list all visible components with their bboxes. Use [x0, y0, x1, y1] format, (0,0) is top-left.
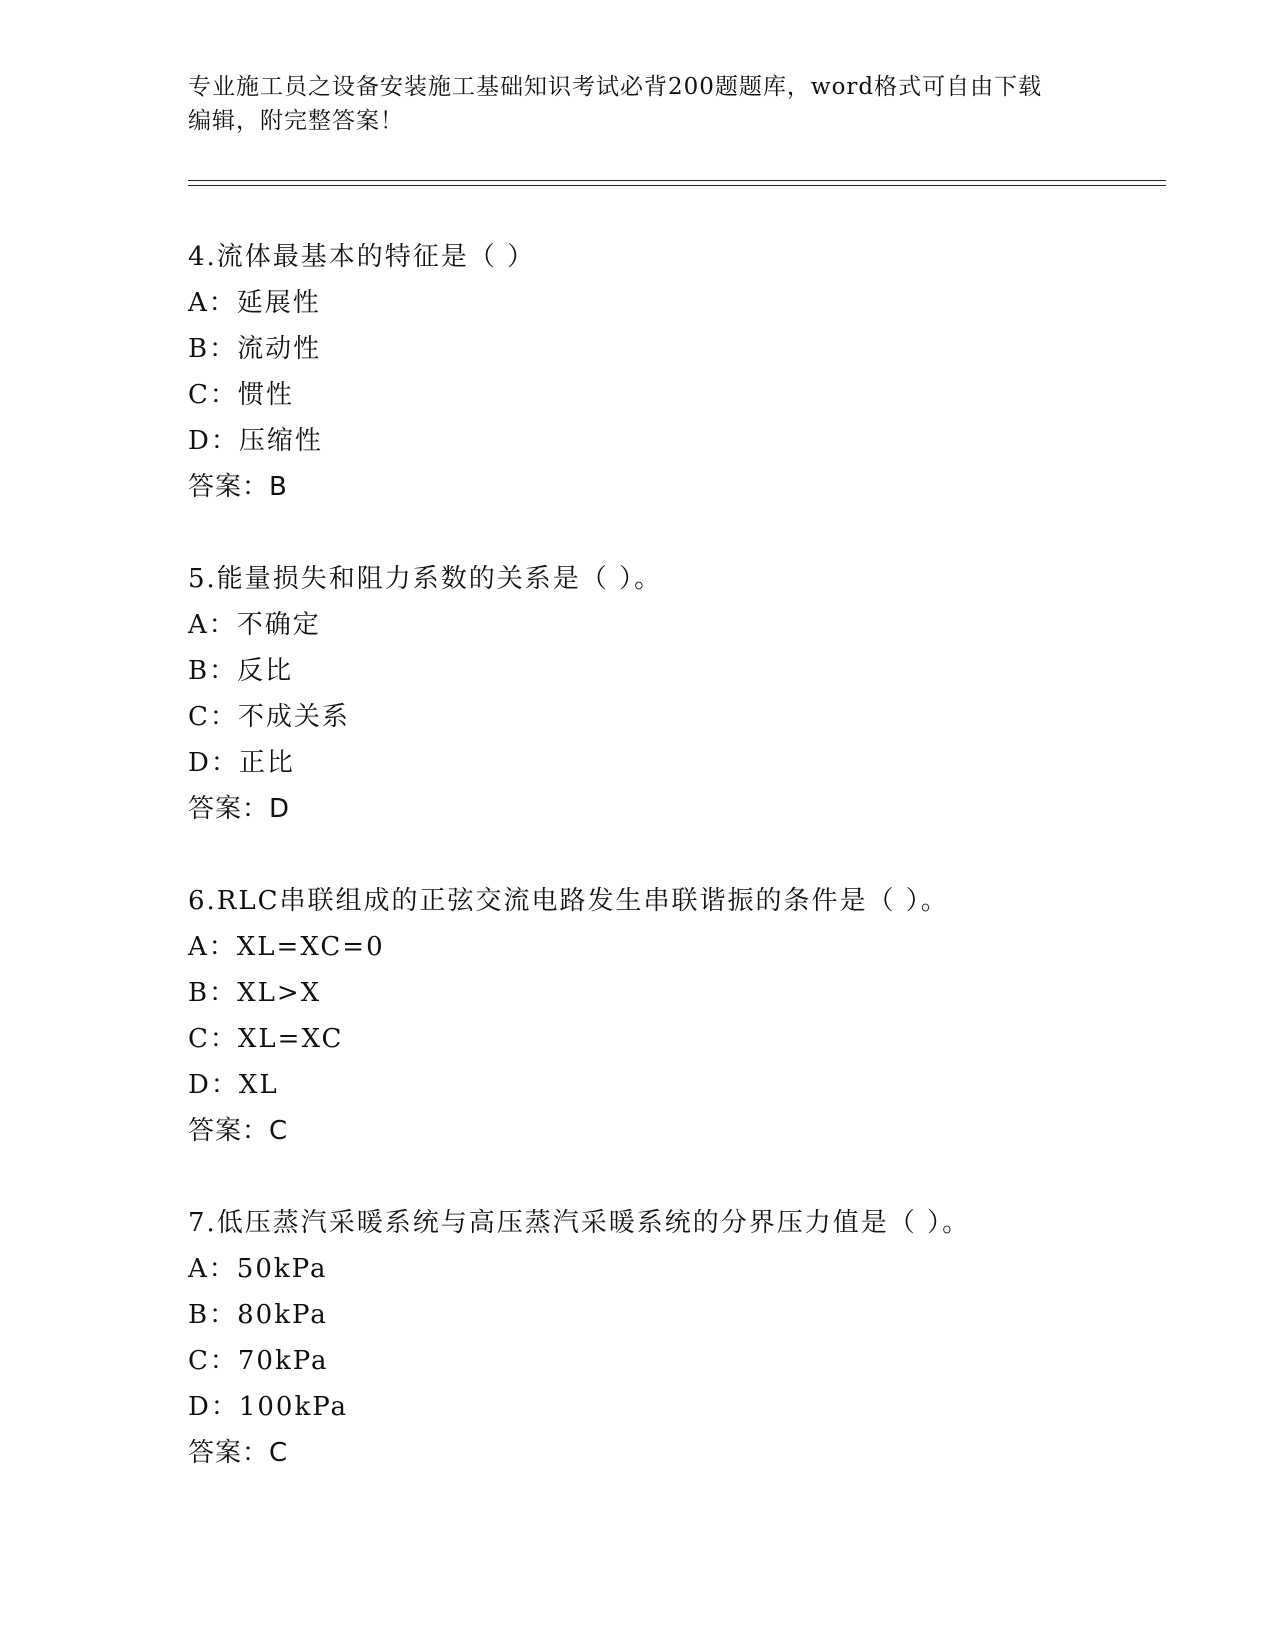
option-d: D：正比: [188, 748, 295, 778]
question-stem: 4.流体最基本的特征是（ ）: [188, 242, 536, 272]
option-d: D：压缩性: [188, 426, 323, 456]
header-divider-bottom: [188, 185, 1166, 186]
question-7: [188, 1200, 1188, 1476]
option-b: B：反比: [188, 656, 294, 686]
answer: 答案：C: [188, 1116, 289, 1146]
option-a: A：XL=XC=0: [188, 932, 385, 962]
question-4: [188, 234, 1188, 510]
header-line-1: 专业施工员之设备安装施工基础知识考试必背200题题库，word格式可自由下载: [188, 74, 1043, 100]
question-5: [188, 556, 1188, 832]
answer: 答案：C: [188, 1438, 289, 1468]
option-d: D：100kPa: [188, 1392, 349, 1422]
question-stem: 6.RLC串联组成的正弦交流电路发生串联谐振的条件是（ ）。: [188, 886, 949, 916]
option-d: D：XL: [188, 1070, 279, 1100]
option-a: A：50kPa: [188, 1254, 328, 1284]
document-header: [188, 70, 1088, 138]
question-stem: 7.低压蒸汽采暖系统与高压蒸汽采暖系统的分界压力值是（ ）。: [188, 1208, 971, 1238]
header-line-2: 编辑，附完整答案！: [188, 108, 404, 134]
option-c: C：XL=XC: [188, 1024, 344, 1054]
question-stem: 5.能量损失和阻力系数的关系是（ ）。: [188, 564, 663, 594]
option-c: C：70kPa: [188, 1346, 329, 1376]
option-b: B：流动性: [188, 334, 322, 364]
option-b: B：80kPa: [188, 1300, 328, 1330]
option-c: C：惯性: [188, 380, 294, 410]
option-c: C：不成关系: [188, 702, 350, 732]
option-a: A：不确定: [188, 610, 321, 640]
option-b: B：XL>X: [188, 978, 322, 1008]
answer: 答案：B: [188, 472, 288, 502]
question-6: [188, 878, 1188, 1154]
header-divider-top: [188, 180, 1166, 181]
option-a: A：延展性: [188, 288, 321, 318]
answer: 答案：D: [188, 794, 291, 824]
